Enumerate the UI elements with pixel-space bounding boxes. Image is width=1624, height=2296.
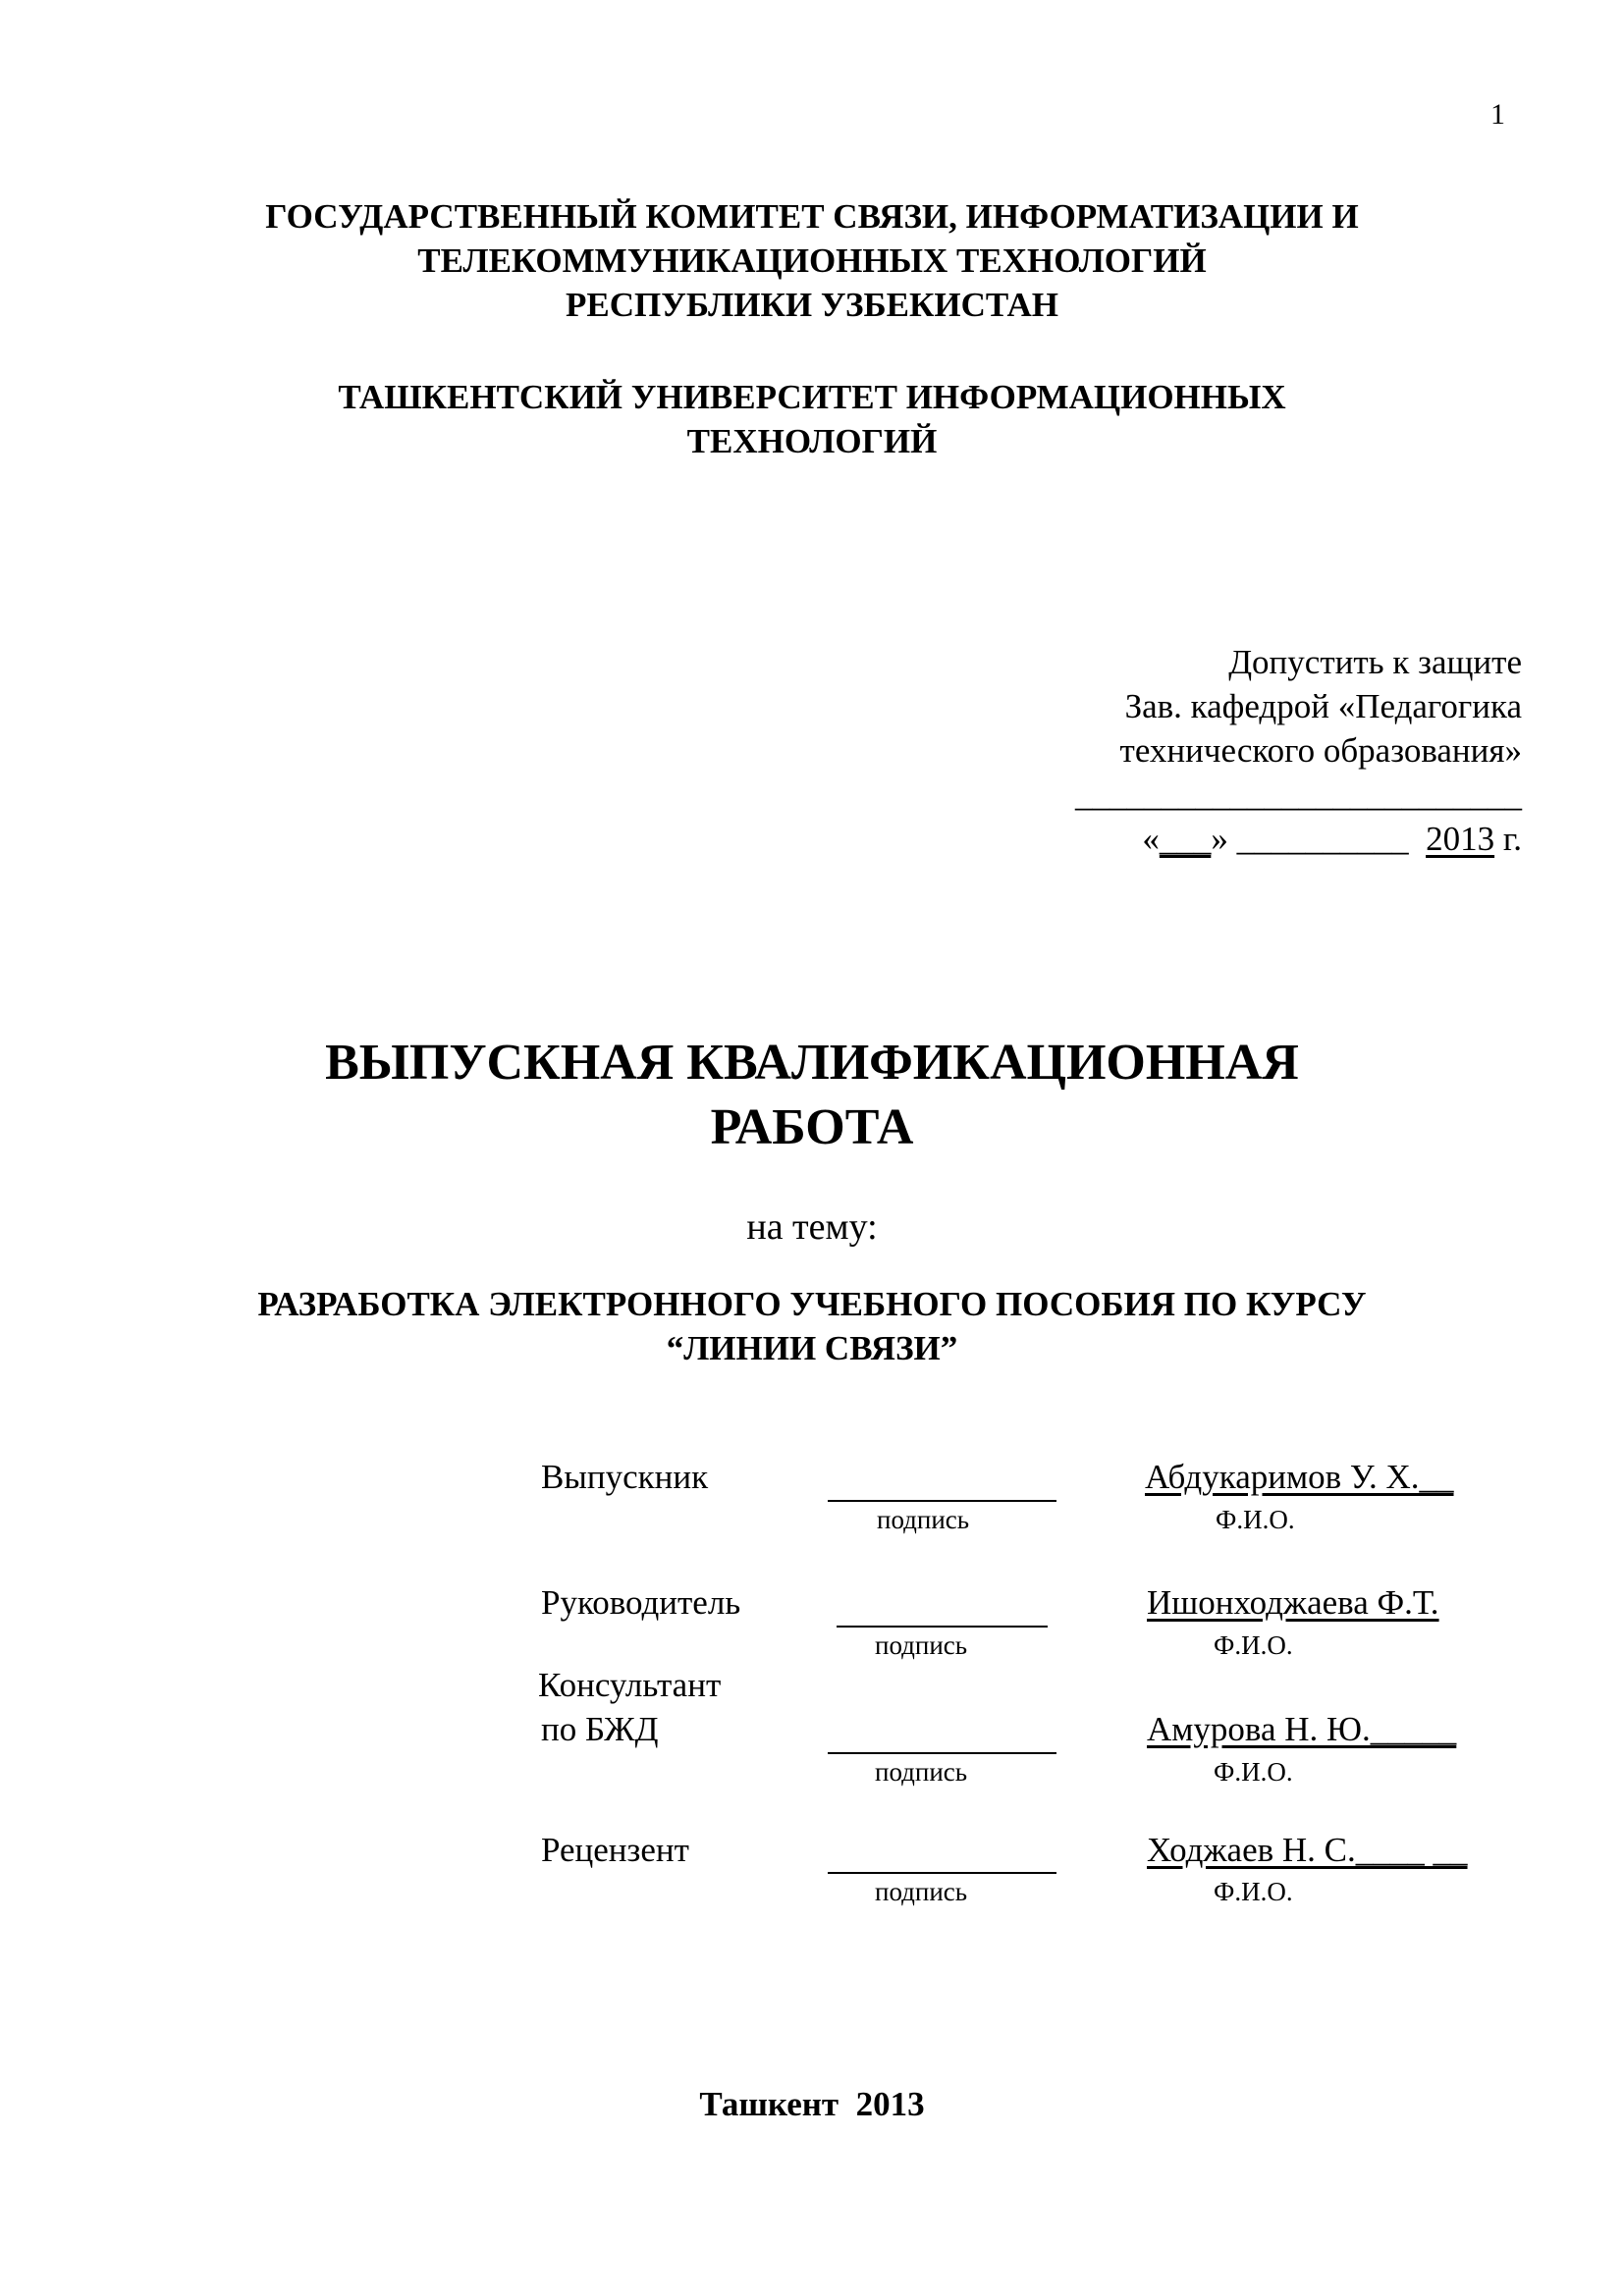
signature-line xyxy=(837,1626,1048,1628)
university-line-1: ТАШКЕНТСКИЙ УНИВЕРСИТЕТ ИНФОРМАЦИОННЫХ xyxy=(338,378,1286,416)
footer-city-year xyxy=(0,2085,1624,2124)
page-number: 1 xyxy=(1490,98,1505,131)
approval-signature-blank: __________________________ xyxy=(1075,775,1522,814)
title-line-2: РАБОТА xyxy=(710,1099,914,1155)
name-caption: Ф.И.О. xyxy=(1214,1630,1293,1660)
title-line-1: ВЫПУСКНАЯ КВАЛИФИКАЦИОННАЯ xyxy=(325,1035,1299,1091)
signature-name-supervisor: Ишонходжаева Ф.Т. xyxy=(1147,1583,1439,1622)
thesis-topic xyxy=(0,1282,1624,1370)
signature-role-supervisor: Руководитель xyxy=(541,1583,741,1622)
date-day-blank: ___ xyxy=(1159,820,1212,858)
name-caption: Ф.И.О. xyxy=(1214,1877,1293,1906)
committee-heading xyxy=(0,194,1624,327)
signature-caption: подпись xyxy=(875,1757,968,1787)
signature-caption: подпись xyxy=(877,1505,970,1534)
committee-line-2: ТЕЛЕКОММУНИКАЦИОННЫХ ТЕХНОЛОГИЙ xyxy=(417,241,1207,280)
topic-line-2: “ЛИНИИ СВЯЗИ” xyxy=(666,1329,958,1367)
signature-name-graduate: Абдукаримов У. Х.__ xyxy=(1145,1458,1454,1496)
signature-name-consultant: Амурова Н. Ю._____ xyxy=(1147,1710,1457,1748)
university-line-2: ТЕХНОЛОГИЙ xyxy=(686,422,938,460)
date-close-quote: » xyxy=(1211,820,1228,858)
signature-line xyxy=(828,1500,1056,1502)
date-year: 2013 xyxy=(1426,820,1495,858)
footer-year: 2013 xyxy=(855,2085,925,2123)
approval-line-1: Допустить к защите xyxy=(1228,643,1522,681)
committee-line-3: РЕСПУБЛИКИ УЗБЕКИСТАН xyxy=(566,286,1058,324)
signature-line xyxy=(828,1752,1056,1754)
date-open-quote: « xyxy=(1142,820,1160,858)
approval-block xyxy=(1075,640,1522,861)
committee-line-1: ГОСУДАРСТВЕННЫЙ КОМИТЕТ СВЯЗИ, ИНФОРМАТИЗАЦИИ И xyxy=(265,197,1359,236)
name-caption: Ф.И.О. xyxy=(1214,1757,1293,1787)
theme-label: на тему: xyxy=(746,1206,878,1248)
signature-caption: подпись xyxy=(875,1630,968,1660)
approval-line-2: Зав. кафедрой «Педагогика xyxy=(1124,687,1522,725)
topic-line-1: РАЗРАБОТКА ЭЛЕКТРОННОГО УЧЕБНОГО ПОСОБИЯ ПО КУРСУ xyxy=(257,1285,1367,1323)
footer-city: Ташкент xyxy=(699,2085,839,2123)
date-year-suffix: г. xyxy=(1502,820,1522,858)
signature-role-reviewer: Рецензент xyxy=(541,1831,689,1869)
date-month-blank: __________ xyxy=(1236,820,1409,858)
name-caption: Ф.И.О. xyxy=(1216,1505,1295,1534)
approval-line-3: технического образования» xyxy=(1119,731,1522,770)
signature-role-graduate: Выпускник xyxy=(541,1458,709,1496)
university-heading xyxy=(0,375,1624,463)
signature-role-consultant: Консультант xyxy=(538,1666,722,1704)
approval-date xyxy=(1075,817,1522,861)
signature-caption: подпись xyxy=(875,1877,968,1906)
signature-line xyxy=(828,1872,1056,1874)
signature-role-consultant-sub: по БЖД xyxy=(541,1710,659,1748)
thesis-title xyxy=(0,1031,1624,1160)
signature-name-reviewer: Ходжаев Н. С.____ __ xyxy=(1147,1831,1468,1869)
